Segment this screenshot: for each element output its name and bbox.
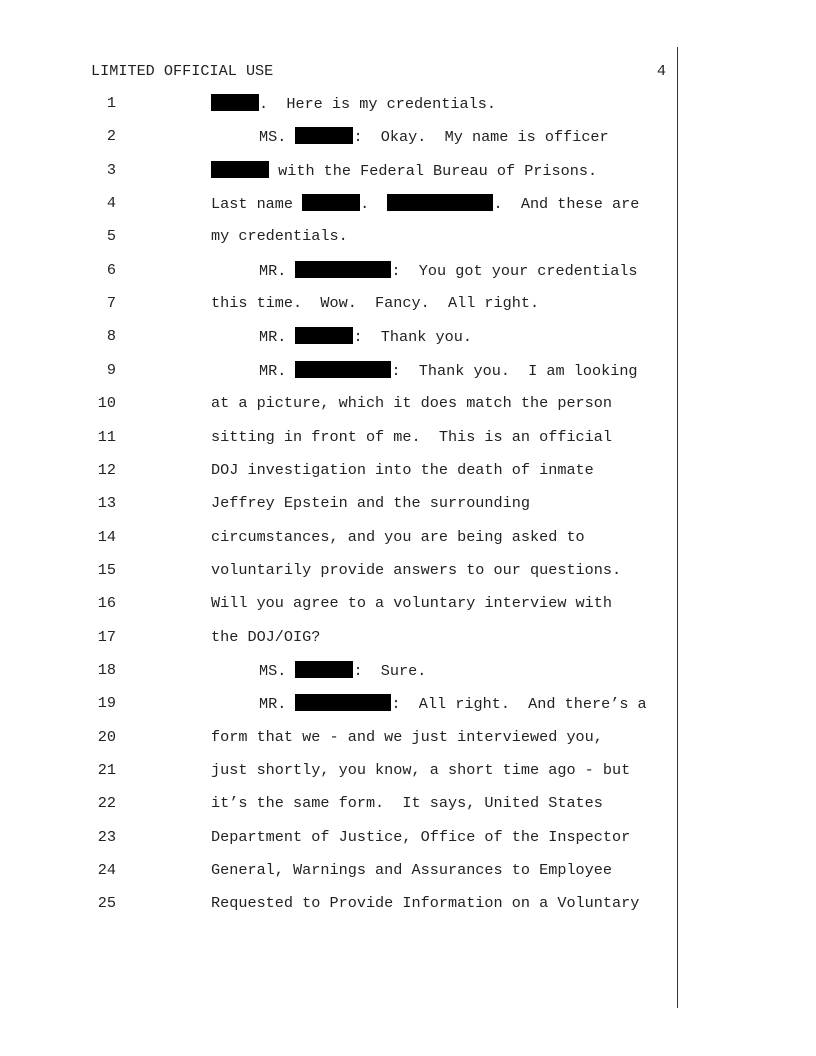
text-segment: : Thank you. [353, 328, 472, 347]
transcript-line [0, 261, 816, 281]
transcript-line [0, 227, 816, 247]
text-segment: Jeffrey Epstein and the surrounding [211, 494, 530, 513]
line-text [259, 127, 609, 146]
line-text [259, 661, 426, 680]
line-number: 20 [97, 727, 116, 746]
transcript-line [0, 528, 816, 548]
line-number: 17 [97, 627, 116, 646]
text-segment: just shortly, you know, a short time ago - but [211, 761, 631, 779]
transcript-line [0, 494, 816, 514]
text-segment: General, Warnings and Assurances to Employee [211, 861, 613, 880]
line-text [259, 327, 472, 346]
line-number: 10 [97, 394, 116, 413]
text-segment: : Okay. My name is officer [353, 128, 609, 147]
line-text [211, 861, 612, 879]
line-text [211, 161, 597, 180]
transcript-line [0, 594, 816, 614]
text-segment: the DOJ/OIG? [211, 627, 321, 646]
line-text [211, 794, 603, 812]
line-text [211, 894, 639, 912]
redaction-box [295, 694, 391, 711]
transcript-line [0, 861, 816, 881]
text-segment: MR. [259, 261, 296, 280]
line-number: 5 [106, 227, 116, 246]
line-number: 16 [97, 594, 116, 613]
line-text [211, 494, 530, 512]
line-number: 11 [97, 427, 116, 446]
transcript-line [0, 694, 816, 714]
text-segment: Department of Justice, Office of the Inspector [211, 827, 631, 846]
line-number: 1 [106, 94, 116, 112]
text-segment: at a picture, which it does match the person [211, 394, 613, 413]
line-number: 14 [97, 527, 116, 546]
text-segment: DOJ investigation into the death of inmate [211, 460, 594, 479]
line-text [211, 594, 612, 612]
text-segment: Will you agree to a voluntary interview with [211, 594, 613, 613]
transcript-line [0, 628, 816, 648]
line-text [211, 428, 612, 446]
transcript-line [0, 894, 816, 914]
text-segment: : Sure. [353, 661, 427, 680]
line-text [211, 761, 630, 779]
page-number: 4 [656, 62, 666, 80]
text-segment: voluntarily provide answers to our questions. [211, 560, 622, 579]
text-segment: MR. [259, 361, 296, 380]
transcript-line [0, 127, 816, 147]
line-text [211, 828, 630, 846]
transcript-line [0, 728, 816, 748]
text-segment: . [360, 195, 388, 214]
text-segment: circumstances, and you are being asked to [211, 527, 585, 546]
text-segment: this time. Wow. Fancy. All right. [211, 294, 540, 313]
line-number: 12 [97, 460, 116, 479]
text-segment: sitting in front of me. This is an official [211, 427, 613, 446]
transcript-line [0, 294, 816, 314]
line-number: 9 [106, 360, 116, 379]
line-text [211, 227, 348, 245]
text-segment: MR. [259, 328, 296, 347]
line-text [211, 628, 320, 646]
transcript-line [0, 94, 816, 114]
redaction-box [211, 161, 269, 178]
line-number: 4 [106, 194, 116, 213]
line-number: 7 [106, 294, 116, 313]
redaction-box [295, 127, 353, 144]
line-text [211, 528, 585, 546]
text-segment: MS. [259, 128, 296, 147]
transcript-line [0, 394, 816, 414]
text-segment: form that we - and we just interviewed you, [211, 727, 603, 746]
redaction-box [295, 661, 353, 678]
line-text [259, 694, 647, 713]
line-text [211, 194, 639, 213]
transcript-line [0, 794, 816, 814]
redaction-box [211, 94, 259, 111]
text-segment: Last name [211, 195, 303, 214]
line-number: 3 [106, 160, 116, 179]
transcript-line [0, 661, 816, 681]
line-text [211, 394, 612, 412]
line-number: 18 [97, 660, 116, 679]
redaction-box [295, 361, 391, 378]
text-segment: with the Federal Bureau of Prisons. [269, 161, 598, 180]
transcript-line [0, 194, 816, 214]
text-segment: : All right. And there’s a [391, 695, 647, 714]
transcript-line [0, 561, 816, 581]
line-number: 21 [97, 761, 116, 779]
transcript-line [0, 428, 816, 448]
line-text [259, 261, 638, 280]
text-segment: MS. [259, 661, 296, 680]
transcript-line [0, 327, 816, 347]
line-text [211, 294, 539, 312]
text-segment: . Here is my credentials. [259, 95, 496, 113]
line-number: 8 [106, 327, 116, 346]
text-segment: . And these are [493, 195, 640, 214]
line-number: 25 [97, 894, 116, 913]
text-segment: : Thank you. I am looking [391, 361, 638, 380]
line-text [211, 461, 594, 479]
transcript-line [0, 461, 816, 481]
line-number: 22 [97, 794, 116, 813]
line-text [211, 728, 603, 746]
redaction-box [295, 261, 391, 278]
redaction-box [295, 327, 353, 344]
line-number: 6 [106, 260, 116, 279]
transcript-line [0, 161, 816, 181]
transcript-line [0, 761, 816, 781]
line-number: 13 [97, 494, 116, 513]
line-text [211, 94, 496, 113]
text-segment: MR. [259, 695, 296, 714]
text-segment: my credentials. [211, 227, 348, 246]
redaction-box [302, 194, 360, 211]
text-segment: : You got your credentials [391, 261, 638, 280]
text-segment: it’s the same form. It says, United States [211, 794, 603, 813]
line-number: 19 [97, 694, 116, 713]
line-text [259, 361, 638, 380]
line-number: 2 [106, 127, 116, 146]
transcript-line [0, 361, 816, 381]
redaction-box [387, 194, 493, 211]
classification-header: LIMITED OFFICIAL USE [91, 62, 274, 80]
line-number: 15 [97, 560, 116, 579]
transcript-line [0, 828, 816, 848]
line-number: 23 [97, 827, 116, 846]
line-number: 24 [97, 861, 116, 880]
text-segment: Requested to Provide Information on a Voluntary [211, 894, 640, 913]
line-text [211, 561, 621, 579]
